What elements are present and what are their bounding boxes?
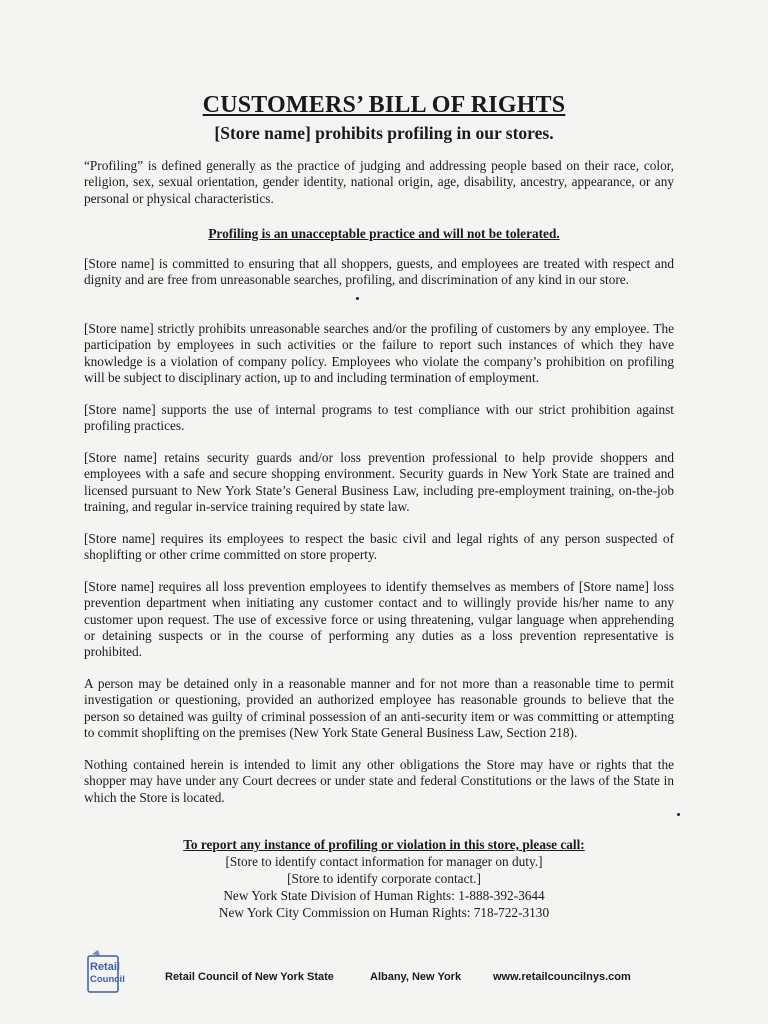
paragraph-other-obligations: Nothing contained herein is intended to limit any other obligations the Store may have or rights that the shopper may have under any Court decrees or under state and federal Constitutions or the laws of the State in which the Store is located. bbox=[84, 757, 674, 805]
contact-line-corporate: [Store to identify corporate contact.] bbox=[287, 871, 481, 886]
page-footer bbox=[0, 971, 768, 987]
speck-mark bbox=[677, 813, 680, 816]
footer-location: Albany, New York bbox=[370, 971, 462, 983]
paragraph-civil-rights: [Store name] requires its employees to respect the basic civil and legal rights of any person suspected of shoplifting or other crime committed on store property. bbox=[84, 531, 674, 563]
definition-paragraph: “Profiling” is defined generally as the practice of judging and addressing people based on their race, color, religion, sex, sexual orientation, gender identity, national origin, age, disability, ancestry, appearance, or any personal or physical characteristics. bbox=[84, 158, 674, 206]
contact-line-manager: [Store to identify contact information for manager on duty.] bbox=[225, 854, 543, 869]
paragraph-security-guards: [Store name] retains security guards and/or loss prevention professional to help provide shoppers and employees with a safe and secure shopping environment. Security guards in New York State are trained and licensed pursuant to New York State’s General Business Law, including pre-employment training, on-the-job training, and regular in-service training required by state law. bbox=[84, 450, 674, 514]
speck-mark bbox=[356, 297, 359, 300]
paragraph-compliance: [Store name] supports the use of internal programs to test compliance with our strict prohibition against profiling practices. bbox=[84, 402, 674, 434]
footer-website: www.retailcouncilnys.com bbox=[493, 971, 631, 983]
contact-line-nys-human-rights: New York State Division of Human Rights: 1-888-392-3644 bbox=[223, 888, 545, 903]
paragraph-prohibition: [Store name] strictly prohibits unreasonable searches and/or the profiling of customers by any employee. The participation by employees in such activities or the failure to report such instances of which they have knowledge is a violation of company policy. Employees who violate the company’s prohibition on profiling will be subject to disciplinary action, up to and including termination of employment. bbox=[84, 321, 674, 385]
contact-section bbox=[0, 836, 768, 921]
paragraph-commitment: [Store name] is committed to ensuring that all shoppers, guests, and employees are treated with respect and dignity and are free from unreasonable searches, profiling, and discrimination of any kind in our store. bbox=[84, 256, 674, 288]
contact-heading: To report any instance of profiling or violation in this store, please call: bbox=[183, 837, 585, 852]
footer-organization: Retail Council of New York State bbox=[165, 971, 334, 983]
paragraph-loss-prevention: [Store name] requires all loss prevention employees to identify themselves as members of [Store name] loss prevention department when initiating any customer contact and to willingly provide his/her name to any customer upon request. The use of excessive force or using threatening, vulgar language when apprehending or detaining suspects or in the course of performing any duties as a loss prevention representative is prohibited. bbox=[84, 579, 674, 660]
logo-text-council: Council bbox=[90, 974, 125, 985]
logo-bag-handle-icon bbox=[92, 950, 100, 956]
paragraph-detention: A person may be detained only in a reasonable manner and for not more than a reasonable time to permit investigation or questioning, provided an authorized employee has reasonable grounds to believe that the person so detained was guilty of criminal possession of an anti-security item or was committing or attempting to commit shoplifting on the premises (New York State General Business Law, Section 218). bbox=[84, 676, 674, 740]
page-title: CUSTOMERS’ BILL OF RIGHTS bbox=[202, 92, 566, 118]
page-subtitle: [Store name] prohibits profiling in our stores. bbox=[214, 123, 554, 143]
logo-text-retail: Retail bbox=[90, 961, 120, 973]
policy-statement: Profiling is an unacceptable practice and will not be tolerated. bbox=[208, 226, 560, 241]
contact-line-nyc-human-rights: New York City Commission on Human Rights: 718-722-3130 bbox=[218, 905, 550, 920]
